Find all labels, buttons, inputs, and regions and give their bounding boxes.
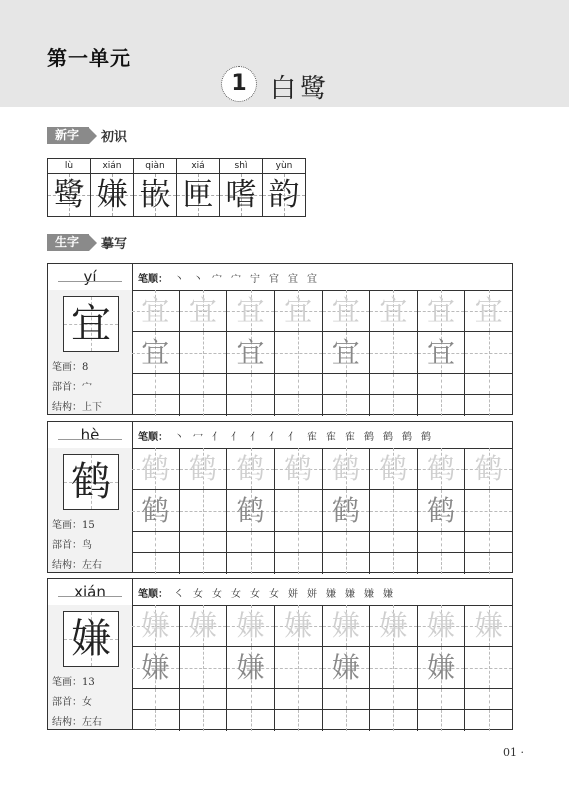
section-tag: 新字 [47, 127, 89, 144]
stroke-order-step: 姘 [307, 588, 317, 600]
tracing-cell[interactable] [227, 448, 275, 489]
stroke-order-step: 宜 [288, 273, 298, 285]
radical-value: 宀 [82, 382, 92, 393]
radical [52, 693, 92, 708]
tracing-cell[interactable] [418, 290, 466, 331]
tracing-cell[interactable] [323, 605, 371, 646]
blank-cell[interactable] [275, 710, 323, 731]
stroke-count [52, 358, 88, 373]
trace-character: 宜 [188, 294, 217, 327]
stroke-order-step: 嫌 [364, 588, 374, 600]
new-char: 韵 [268, 177, 300, 213]
tracing-cell[interactable] [418, 448, 466, 489]
model-copy-character: 鹤 [141, 494, 170, 527]
stroke-count-value: 8 [82, 362, 89, 373]
new-char-cell [220, 158, 263, 217]
section-subtitle: 初识 [101, 130, 128, 145]
stroke-order-step: 女 [231, 588, 241, 600]
stroke-order-label: 笔顺： [138, 588, 168, 600]
stroke-order-step: 鹤 [364, 431, 374, 443]
model-cell[interactable] [132, 332, 180, 373]
stroke-order-step: 姘 [288, 588, 298, 600]
trace-character: 鹤 [188, 452, 217, 485]
blank-cell[interactable] [132, 532, 180, 552]
tracing-cell[interactable] [227, 605, 275, 646]
blank-cell[interactable] [180, 647, 228, 688]
blank-cell[interactable] [275, 332, 323, 373]
blank-cell[interactable] [180, 532, 228, 552]
blank-cell[interactable] [180, 710, 228, 731]
tracing-cell[interactable] [323, 448, 371, 489]
structure-label: 结构： [52, 717, 82, 728]
blank-cell[interactable] [275, 490, 323, 531]
section-writing-label [47, 234, 127, 251]
blank-cell[interactable] [323, 689, 371, 709]
stroke-order-step: 宀 [231, 273, 241, 285]
blank-cell[interactable] [418, 710, 466, 731]
new-characters-table [47, 158, 306, 217]
model-copy-character: 宜 [141, 336, 170, 369]
tracing-cell[interactable] [370, 448, 418, 489]
new-char-pinyin: lù [48, 159, 90, 174]
blank-cell[interactable] [465, 332, 512, 373]
trace-character: 鹤 [474, 452, 503, 485]
radical-label: 部首： [52, 697, 82, 708]
stroke-order-step: 隺 [307, 431, 317, 443]
new-char-pinyin: yùn [263, 159, 305, 174]
tracing-cell[interactable] [465, 290, 512, 331]
practice-row [132, 553, 512, 574]
stroke-order-row [132, 579, 512, 606]
practice-row [132, 710, 512, 731]
trace-character: 嫌 [427, 609, 456, 642]
tracing-cell[interactable] [465, 605, 512, 646]
model-cell[interactable] [323, 332, 371, 373]
stroke-order-step: 女 [212, 588, 222, 600]
blank-cell[interactable] [275, 532, 323, 552]
arrow-icon [89, 128, 97, 144]
model-cell[interactable] [227, 332, 275, 373]
blank-cell[interactable] [465, 689, 512, 709]
new-char-pinyin: shì [220, 159, 262, 174]
tracing-cell[interactable] [370, 605, 418, 646]
model-character: 宜 [71, 301, 111, 347]
blank-cell[interactable] [227, 689, 275, 709]
stroke-order-step: 嫌 [326, 588, 336, 600]
tracing-cell[interactable] [227, 290, 275, 331]
stroke-count-value: 15 [82, 520, 95, 531]
writing-grid [132, 290, 512, 414]
new-char: 嵌 [139, 177, 171, 213]
stroke-order-step: 亻 [269, 431, 279, 443]
blank-cell[interactable] [418, 532, 466, 552]
tracing-cell[interactable] [132, 448, 180, 489]
trace-character: 嫌 [284, 609, 313, 642]
lesson-number-badge: 1 [221, 66, 257, 102]
tracing-cell[interactable] [418, 605, 466, 646]
tracing-row [132, 290, 512, 332]
trace-character: 宜 [284, 294, 313, 327]
model-character-box [63, 611, 119, 667]
radical-label: 部首： [52, 540, 82, 551]
practice-pinyin: yí [48, 264, 133, 291]
blank-cell[interactable] [370, 710, 418, 731]
structure-value: 左右 [82, 560, 102, 571]
stroke-order-step: 宜 [307, 273, 317, 285]
blank-cell[interactable] [227, 710, 275, 731]
blank-cell[interactable] [132, 553, 180, 574]
practice-block [47, 263, 513, 415]
blank-cell[interactable] [275, 689, 323, 709]
blank-cell[interactable] [465, 490, 512, 531]
trace-character: 嫌 [379, 609, 408, 642]
trace-character: 嫌 [331, 609, 360, 642]
blank-cell[interactable] [418, 689, 466, 709]
char-info-panel [48, 448, 133, 572]
blank-cell[interactable] [227, 532, 275, 552]
blank-cell[interactable] [132, 710, 180, 731]
stroke-order-step: 亻 [250, 431, 260, 443]
blank-cell[interactable] [323, 395, 371, 416]
new-char-pinyin: xiá [177, 159, 219, 174]
stroke-order-step: 隺 [326, 431, 336, 443]
blank-cell[interactable] [370, 647, 418, 688]
practice-pinyin: hè [48, 422, 133, 449]
tracing-cell[interactable] [323, 290, 371, 331]
new-char-cell [263, 158, 306, 217]
new-char-pinyin: xián [91, 159, 133, 174]
model-copy-character: 嫌 [141, 651, 170, 684]
tracing-row [132, 448, 512, 490]
trace-character: 鹤 [331, 452, 360, 485]
structure-value: 上下 [82, 402, 102, 413]
practice-row [132, 395, 512, 416]
model-copy-character: 嫌 [236, 651, 265, 684]
model-row [132, 332, 512, 374]
blank-cell[interactable] [370, 395, 418, 416]
tracing-cell[interactable] [275, 448, 323, 489]
blank-cell[interactable] [370, 553, 418, 574]
blank-cell[interactable] [323, 532, 371, 552]
trace-character: 宜 [141, 294, 170, 327]
char-info-panel [48, 290, 133, 414]
practice-row [132, 532, 512, 553]
structure [52, 556, 102, 571]
radical-value: 鸟 [82, 540, 92, 551]
tracing-cell[interactable] [180, 290, 228, 331]
blank-cell[interactable] [132, 689, 180, 709]
stroke-order-step: 鹤 [383, 431, 393, 443]
stroke-count-label: 笔画： [52, 677, 82, 688]
blank-cell[interactable] [418, 395, 466, 416]
stroke-order-step: 亻 [231, 431, 241, 443]
structure [52, 713, 102, 728]
model-cell[interactable] [418, 490, 466, 531]
stroke-order-step: 亻 [212, 431, 222, 443]
stroke-count-label: 笔画： [52, 520, 82, 531]
writing-grid [132, 448, 512, 572]
blank-cell[interactable] [275, 374, 323, 394]
model-character: 鹤 [71, 459, 111, 505]
new-char-cell [91, 158, 134, 217]
blank-cell[interactable] [370, 490, 418, 531]
blank-cell[interactable] [180, 395, 228, 416]
practice-row [132, 689, 512, 710]
stroke-count [52, 516, 95, 531]
section-subtitle: 摹写 [101, 237, 128, 252]
blank-cell[interactable] [465, 532, 512, 552]
writing-grid [132, 605, 512, 729]
trace-character: 嫌 [188, 609, 217, 642]
trace-character: 鹤 [379, 452, 408, 485]
blank-cell[interactable] [180, 374, 228, 394]
blank-cell[interactable] [370, 532, 418, 552]
radical [52, 378, 92, 393]
model-cell[interactable] [418, 647, 466, 688]
model-copy-character: 嫌 [331, 651, 360, 684]
blank-cell[interactable] [227, 553, 275, 574]
model-cell[interactable] [323, 490, 371, 531]
blank-cell[interactable] [180, 689, 228, 709]
trace-character: 鹤 [236, 452, 265, 485]
model-cell[interactable] [323, 647, 371, 688]
tracing-cell[interactable] [180, 605, 228, 646]
trace-character: 鹤 [141, 452, 170, 485]
trace-character: 宜 [236, 294, 265, 327]
model-character-box [63, 454, 119, 510]
blank-cell[interactable] [370, 374, 418, 394]
model-row [132, 490, 512, 532]
blank-cell[interactable] [275, 395, 323, 416]
trace-character: 鹤 [284, 452, 313, 485]
blank-cell[interactable] [132, 395, 180, 416]
unit-title: 第一单元 [47, 46, 131, 70]
radical-value: 女 [82, 697, 92, 708]
tracing-cell[interactable] [180, 448, 228, 489]
blank-cell[interactable] [180, 490, 228, 531]
blank-cell[interactable] [227, 395, 275, 416]
stroke-order-step: 女 [269, 588, 279, 600]
stroke-order-step: 宁 [250, 273, 260, 285]
section-new-chars-label [47, 127, 127, 144]
practice-row [132, 374, 512, 395]
practice-pinyin: xián [48, 579, 133, 606]
stroke-count [52, 673, 95, 688]
blank-cell[interactable] [370, 332, 418, 373]
stroke-order-step: 亻 [288, 431, 298, 443]
stroke-order-step: 隺 [345, 431, 355, 443]
stroke-order-step: 嫌 [383, 588, 393, 600]
blank-cell[interactable] [418, 553, 466, 574]
blank-cell[interactable] [323, 553, 371, 574]
stroke-order-step: 鹤 [421, 431, 431, 443]
model-cell[interactable] [418, 332, 466, 373]
tracing-cell[interactable] [370, 290, 418, 331]
trace-character: 宜 [427, 294, 456, 327]
stroke-order-step: 女 [250, 588, 260, 600]
tracing-cell[interactable] [132, 290, 180, 331]
model-row [132, 647, 512, 689]
new-char-pinyin: qiàn [134, 159, 176, 174]
stroke-order-step: 宀 [212, 273, 222, 285]
blank-cell[interactable] [465, 374, 512, 394]
blank-cell[interactable] [418, 374, 466, 394]
blank-cell[interactable] [275, 647, 323, 688]
new-char: 嗜 [225, 177, 257, 213]
tracing-cell[interactable] [465, 448, 512, 489]
model-copy-character: 嫌 [427, 651, 456, 684]
stroke-count-label: 笔画： [52, 362, 82, 373]
blank-cell[interactable] [227, 374, 275, 394]
model-copy-character: 宜 [236, 336, 265, 369]
structure-label: 结构： [52, 402, 82, 413]
arrow-icon [89, 235, 97, 251]
trace-character: 鹤 [427, 452, 456, 485]
new-char-cell [134, 158, 177, 217]
stroke-count-value: 13 [82, 677, 95, 688]
blank-cell[interactable] [465, 395, 512, 416]
trace-character: 嫌 [236, 609, 265, 642]
structure-value: 左右 [82, 717, 102, 728]
stroke-order-step: 丶 [174, 431, 184, 443]
blank-cell[interactable] [132, 374, 180, 394]
blank-cell[interactable] [275, 553, 323, 574]
radical [52, 536, 92, 551]
model-character-box [63, 296, 119, 352]
model-cell[interactable] [227, 490, 275, 531]
new-char-cell [177, 158, 220, 217]
stroke-order-step: 冖 [193, 431, 203, 443]
new-char-cell [47, 158, 91, 217]
radical-label: 部首： [52, 382, 82, 393]
new-char: 匣 [182, 177, 214, 213]
trace-character: 宜 [379, 294, 408, 327]
blank-cell[interactable] [465, 647, 512, 688]
model-copy-character: 鹤 [236, 494, 265, 527]
stroke-order-step: 官 [269, 273, 279, 285]
model-cell[interactable] [227, 647, 275, 688]
blank-cell[interactable] [323, 374, 371, 394]
stroke-order-step: ㇛ [174, 588, 184, 600]
blank-cell[interactable] [370, 689, 418, 709]
stroke-order-label: 笔顺： [138, 273, 168, 285]
page-number-text: 01 [503, 746, 517, 759]
page-number: 01 · [503, 746, 524, 759]
stroke-order-step: 丶 [174, 273, 184, 285]
blank-cell[interactable] [180, 553, 228, 574]
stroke-order-label: 笔顺： [138, 431, 168, 443]
stroke-order-row [132, 422, 512, 449]
stroke-order-step: 嫌 [345, 588, 355, 600]
trace-character: 嫌 [474, 609, 503, 642]
model-copy-character: 宜 [427, 336, 456, 369]
trace-character: 宜 [474, 294, 503, 327]
blank-cell[interactable] [465, 710, 512, 731]
blank-cell[interactable] [465, 553, 512, 574]
blank-cell[interactable] [180, 332, 228, 373]
char-info-panel [48, 605, 133, 729]
model-cell[interactable] [132, 647, 180, 688]
structure [52, 398, 102, 413]
practice-block [47, 421, 513, 573]
new-char: 嫌 [96, 177, 128, 213]
trace-character: 嫌 [141, 609, 170, 642]
structure-label: 结构： [52, 560, 82, 571]
stroke-order-row [132, 264, 512, 291]
model-character: 嫌 [71, 616, 111, 662]
stroke-order-step: 丶 [193, 273, 203, 285]
model-copy-character: 鹤 [427, 494, 456, 527]
stroke-order-step: 女 [193, 588, 203, 600]
new-char: 鹭 [53, 177, 85, 213]
trace-character: 宜 [331, 294, 360, 327]
blank-cell[interactable] [323, 710, 371, 731]
stroke-order-step: 鹤 [402, 431, 412, 443]
section-tag: 生字 [47, 234, 89, 251]
lesson-title: 白鹭 [270, 74, 331, 104]
tracing-cell[interactable] [275, 290, 323, 331]
model-copy-character: 鹤 [331, 494, 360, 527]
practice-block [47, 578, 513, 730]
model-cell[interactable] [132, 490, 180, 531]
tracing-cell[interactable] [275, 605, 323, 646]
model-copy-character: 宜 [331, 336, 360, 369]
tracing-row [132, 605, 512, 647]
tracing-cell[interactable] [132, 605, 180, 646]
